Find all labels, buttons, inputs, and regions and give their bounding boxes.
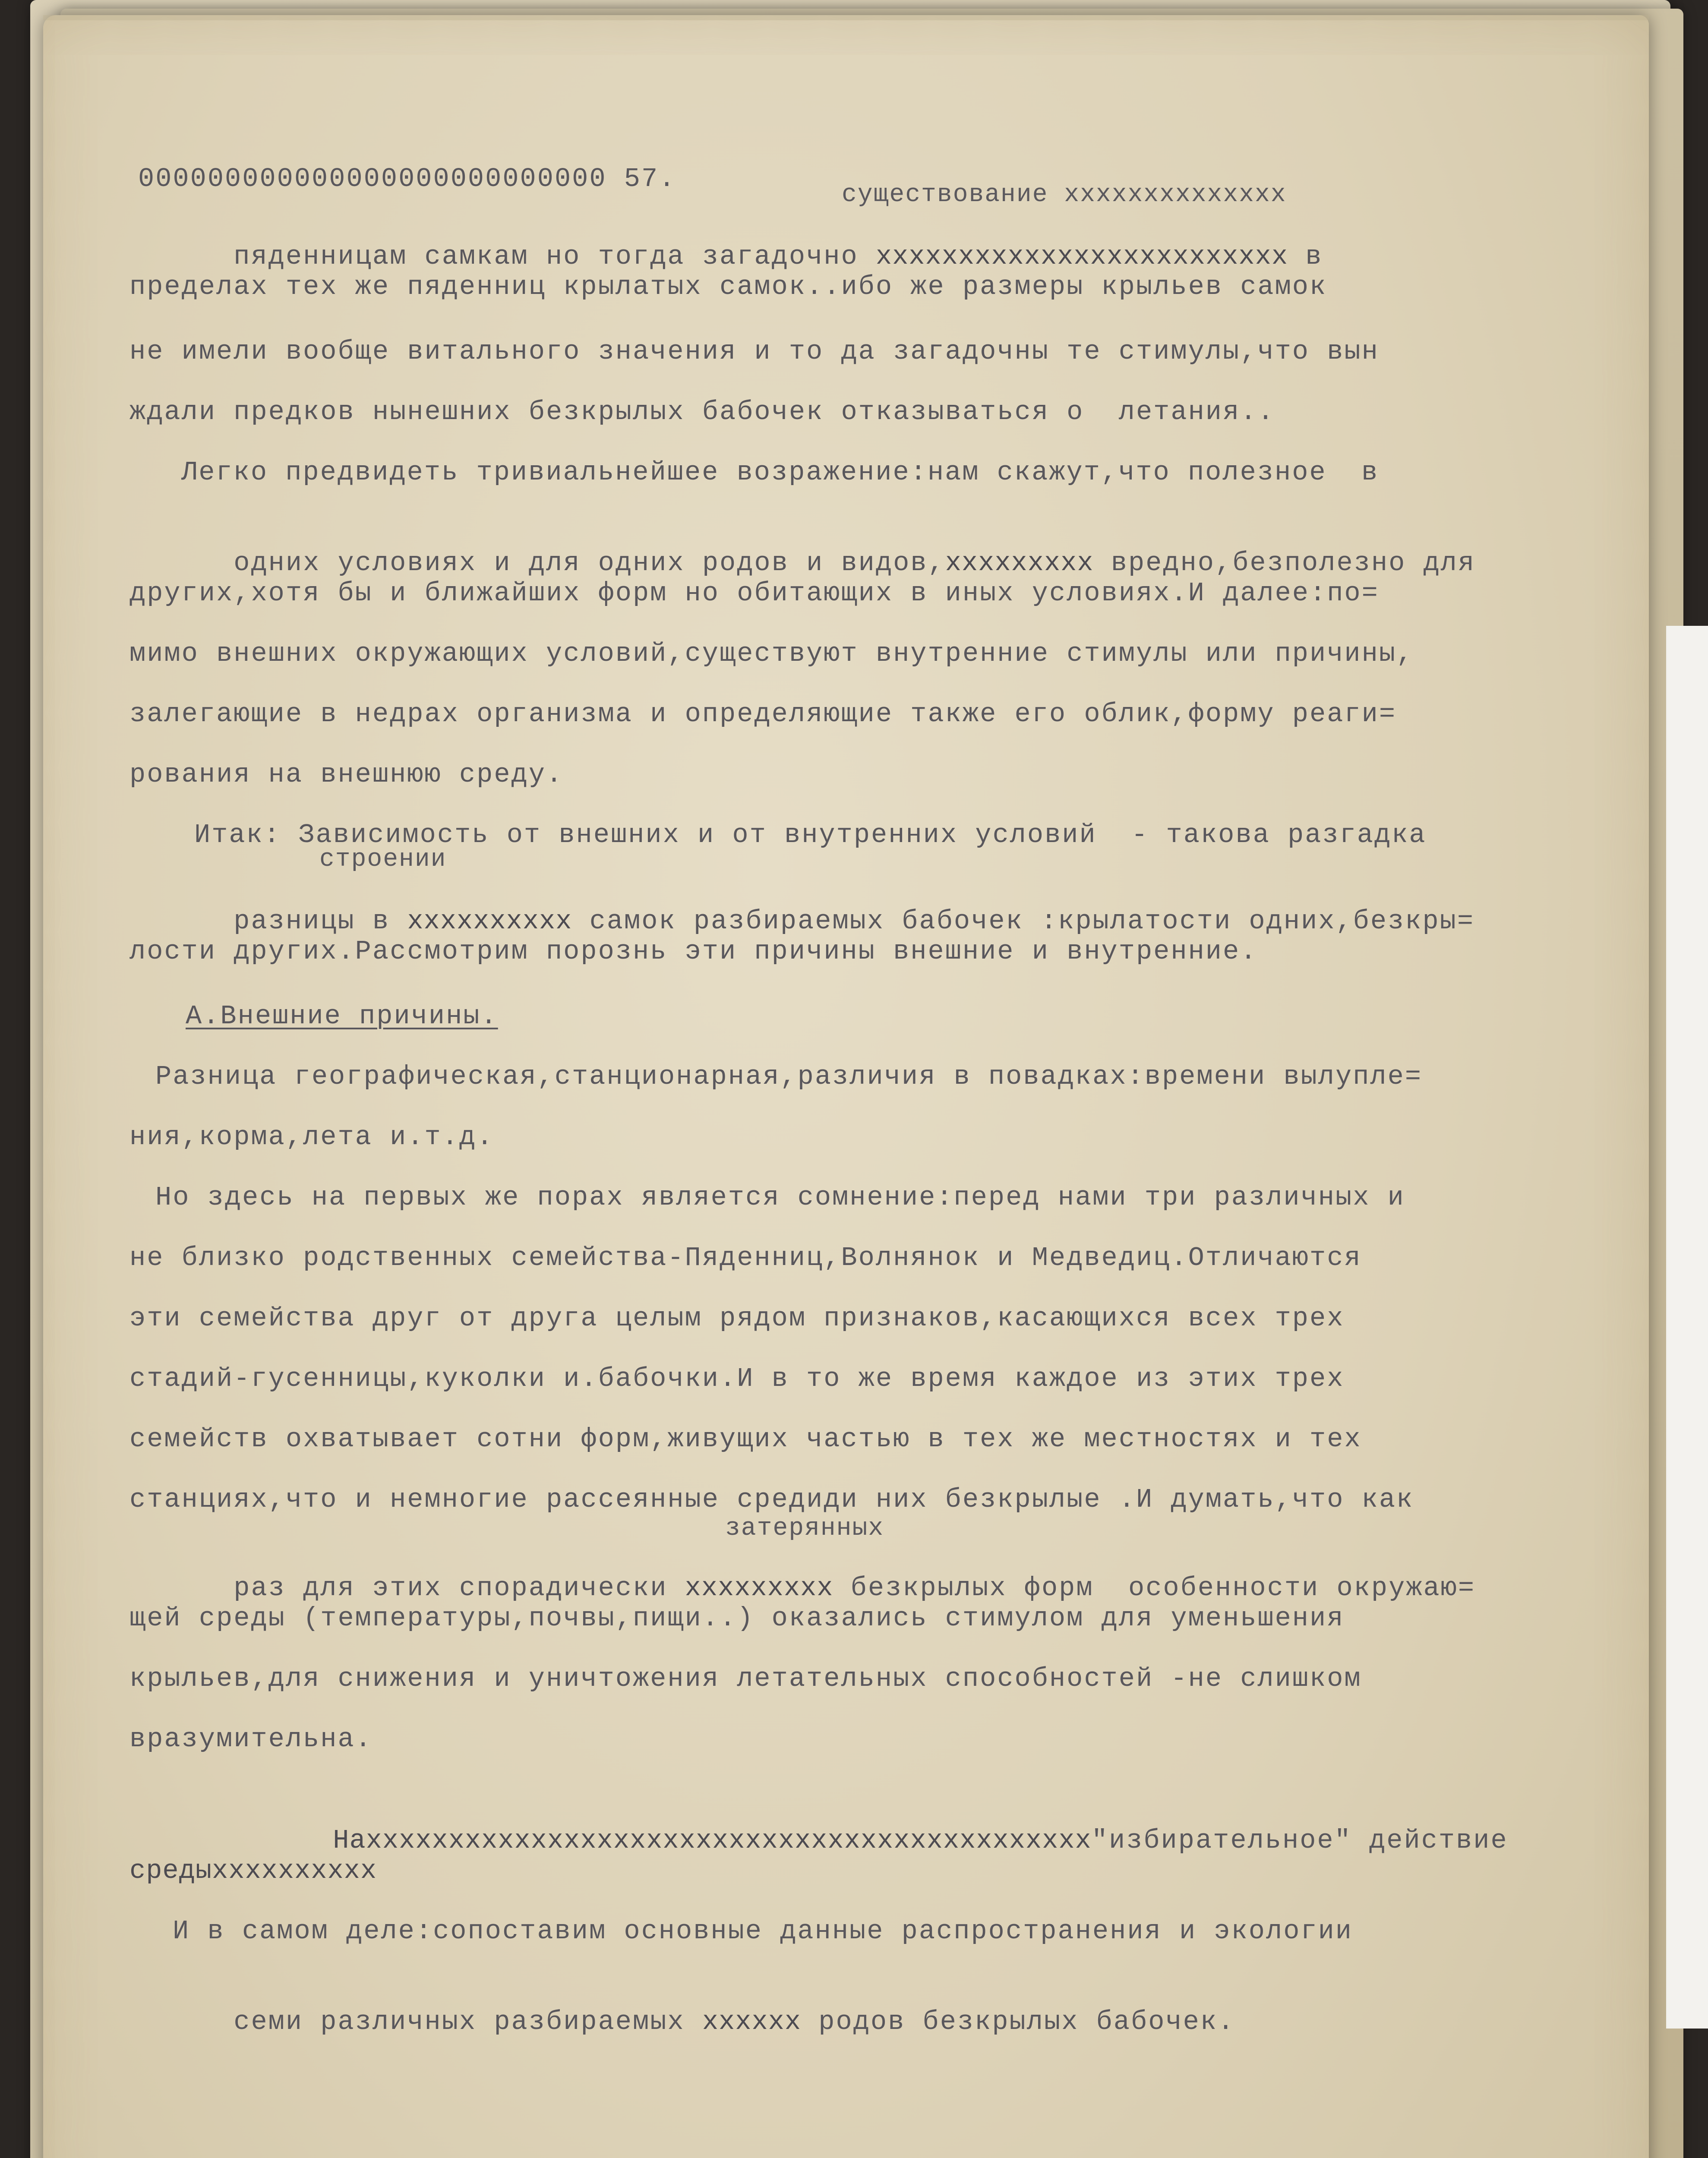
text-line-9: залегающие в недрах организма и определяющие также его облик,форму реаги= (129, 699, 1397, 729)
text-line-30-start: семи различных разбираемых (234, 2007, 702, 2037)
struck-out-text: ххххххххххххххххххххххххх (875, 241, 1288, 272)
white-backing-strip (1666, 626, 1708, 2029)
text-line-20: стадий-гусенницы,куколки и.бабочки.И в то же время каждое из этих трех (129, 1363, 1345, 1394)
text-line-25: крыльев,для снижения и уничтожения летательных способностей -не слишком (129, 1663, 1362, 1694)
section-heading: А.Внешние причины. (186, 1001, 498, 1032)
text-line-21: семейств охватывает сотни форм,живущих частью в тех же местностях и тех (129, 1424, 1362, 1454)
text-line-16: ния,корма,лета и.т.д. (129, 1122, 494, 1152)
text-line-18: не близко родственных семейства-Пяденниц,Волнянок и Медведиц.Отличаются (129, 1243, 1362, 1273)
insertion-line-12: строении (319, 846, 447, 874)
text-line-6-end: вредно,безполезно для (1093, 548, 1476, 578)
text-line-1-start: пяденницам самкам но тогда загадочно (234, 241, 876, 272)
text-line-4: ждали предков нынешних безкрылых бабочек отказываться о летания.. (129, 397, 1275, 427)
text-line-27 (229, 1795, 1508, 1886)
text-line-26: вразумительна. (129, 1724, 373, 1754)
text-line-2: пределах тех же пяденниц крылатых самок..ибо же размеры крыльев самок (129, 271, 1327, 302)
text-line-28: средыхххххххххх (129, 1855, 377, 1886)
text-line-8: мимо внешних окружающих условий,существуют внутренние стимулы или причины, (129, 638, 1414, 669)
text-line-17: Но здесь на первых же порах является сомнение:перед нами три различных и (155, 1182, 1405, 1213)
text-line-19: эти семейства друг от друга целым рядом признаков,касающихся всех трех (129, 1303, 1345, 1334)
text-line-12-end: самок разбираемых бабочек :крылатости одних,безкры= (572, 906, 1475, 937)
struck-out-text: хххххххххх (407, 906, 572, 937)
struck-out-text: хххххх (702, 2007, 802, 2037)
text-line-5: Легко предвидеть тривиальнейшее возражение:нам скажут,что полезное в (181, 457, 1379, 488)
text-line-22: станциях,что и немногие рассеянные средиди них безкрылые .И думать,что как (129, 1484, 1414, 1515)
struck-out-text: ххххххххх (685, 1573, 833, 1603)
struck-out-text: ххххххххх (945, 548, 1094, 578)
text-line-11: Итак: Зависимость от внешних и от внутренних условий - такова разгадка (194, 820, 1427, 850)
text-line-30-end: родов безкрылых бабочек. (801, 2007, 1235, 2037)
text-line-7: других,хотя бы и ближайших форм но обитающих в иных условиях.И далее:по= (129, 578, 1379, 609)
text-line-12-start: разницы в (234, 906, 407, 937)
text-line-13: лости других.Рассмотрим порознь эти причины внешние и внутренние. (129, 936, 1258, 967)
struck-out-text: Нахххххххххххххххххххххххххххххххххххххххххххх (333, 1825, 1092, 1856)
insertion-line-1: существование хххххххххххххх (842, 181, 1287, 209)
text-line-30 (129, 1977, 1235, 2067)
text-line-6-start: одних условиях и для одних родов и видов, (234, 548, 945, 578)
text-line-27-end: "избирательное" действие (1091, 1825, 1508, 1856)
page-header: 000000000000000000000000000 57. (138, 164, 676, 194)
text-line-3: не имели вообще витального значения и то да загадочны те стимулы,что вын (129, 336, 1379, 367)
text-line-23-start: раз для этих спорадически (234, 1573, 685, 1603)
text-line-24: щей среды (температуры,почвы,пищи..) оказались стимулом для уменьшения (129, 1603, 1345, 1634)
text-line-29: И в самом деле:сопоставим основные данные распространения и экологии (173, 1916, 1353, 1947)
text-line-1-end: в (1288, 241, 1323, 272)
text-line-15: Разница географическая,станционарная,различия в повадках:времени вылупле= (155, 1061, 1423, 1092)
insertion-line-23: затерянных (725, 1514, 884, 1543)
page-top-edge (43, 15, 1649, 20)
text-line-23-end: безкрылых форм особенности окружаю= (833, 1573, 1476, 1603)
text-line-10: рования на внешнюю среду. (129, 759, 564, 790)
